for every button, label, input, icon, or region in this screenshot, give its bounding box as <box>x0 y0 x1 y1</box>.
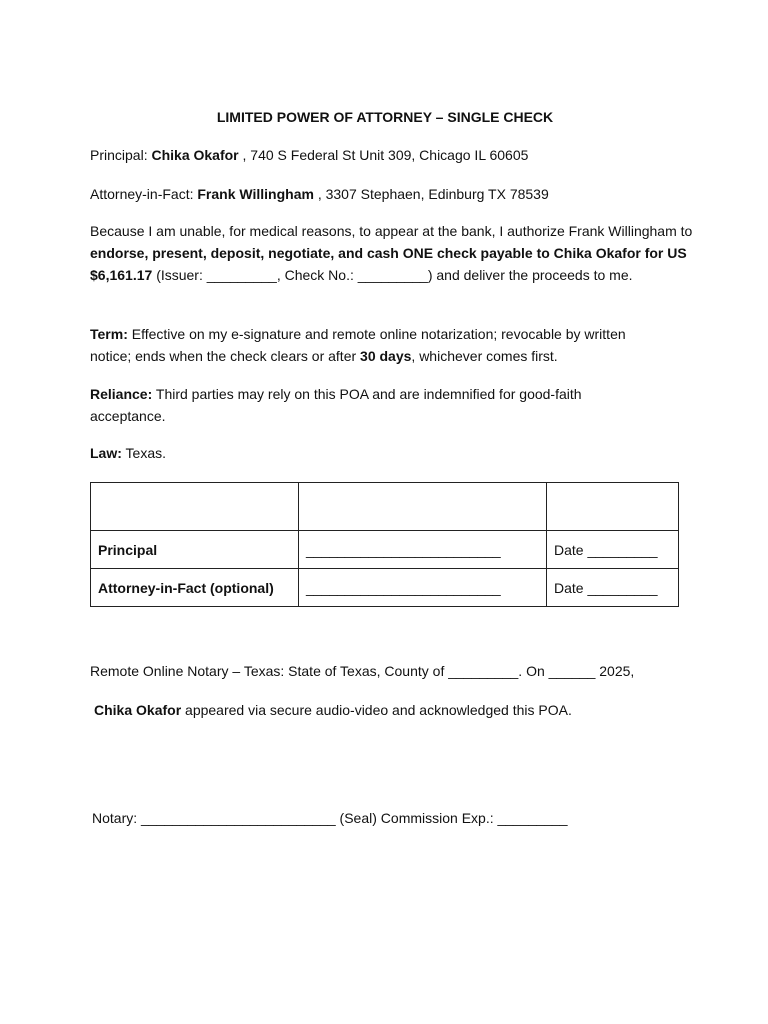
law-line <box>90 442 166 464</box>
signature-role-principal: Principal <box>91 531 299 569</box>
reliance-label: Reliance: <box>90 386 153 402</box>
notary-statement: Remote Online Notary – Texas: State of Texas, County of _________. On ______ 2025, <box>90 663 635 679</box>
term-paragraph <box>90 323 670 367</box>
notary-signature-line[interactable]: Notary: _________________________ (Seal) Commission Exp.: _________ <box>92 810 568 826</box>
document-title: LIMITED POWER OF ATTORNEY – SINGLE CHECK <box>216 109 554 125</box>
signature-date-attorney[interactable]: Date _________ <box>547 569 679 607</box>
authorization-rest: (Issuer: _________, Check No.: _________) and deliver the proceeds to me. <box>156 267 633 283</box>
term-text: Effective on my e-signature and remote online notarization; revocable by written notice; ends when the check clears or after <box>90 326 626 364</box>
signature-line-attorney[interactable]: _________________________ <box>299 569 547 607</box>
law-label: Law: <box>90 445 122 461</box>
law-text: Texas. <box>125 445 166 461</box>
attorney-label: Attorney-in-Fact: <box>90 186 194 202</box>
authorization-paragraph <box>90 220 702 286</box>
notary-acknowledgment <box>94 699 572 721</box>
notary-principal-name: Chika Okafor <box>94 702 182 718</box>
reliance-text: Third parties may rely on this POA and are indemnified for good-faith acceptance. <box>90 386 582 424</box>
signature-date-principal[interactable]: Date _________ <box>547 531 679 569</box>
principal-name: Chika Okafor <box>151 147 239 163</box>
principal-address: , 740 S Federal St Unit 309, Chicago IL 60605 <box>242 147 529 163</box>
table-cell <box>91 483 299 531</box>
signature-role-attorney: Attorney-in-Fact (optional) <box>91 569 299 607</box>
attorney-name: Frank Willingham <box>197 186 314 202</box>
table-cell <box>299 483 547 531</box>
principal-label: Principal: <box>90 147 148 163</box>
principal-line <box>90 144 528 166</box>
table-cell <box>547 483 679 531</box>
term-text-end: , whichever comes first. <box>411 348 558 364</box>
term-days: 30 days <box>360 348 412 364</box>
signature-line-principal[interactable]: _________________________ <box>299 531 547 569</box>
table-row <box>91 569 679 607</box>
signature-table-header-row <box>91 483 679 531</box>
term-label: Term: <box>90 326 128 342</box>
reliance-paragraph <box>90 383 630 427</box>
attorney-address: , 3307 Stephaen, Edinburg TX 78539 <box>317 186 549 202</box>
table-row <box>91 531 679 569</box>
authorization-intro: Because I am unable, for medical reasons, to appear at the bank, I authorize Frank Willingham to <box>90 223 693 239</box>
authorization-action: endorse, present, deposit, negotiate, and cash ONE check payable to Chika Okafor for US $6,161.17 <box>90 245 687 283</box>
signature-table <box>90 482 679 607</box>
attorney-line <box>90 183 549 205</box>
notary-acknowledgment-text: appeared via secure audio-video and acknowledged this POA. <box>185 702 572 718</box>
